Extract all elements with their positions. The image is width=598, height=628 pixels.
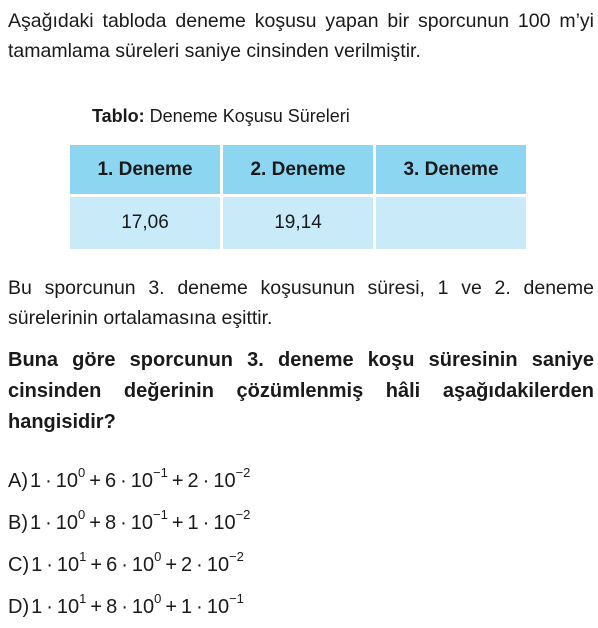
term-base: 10	[130, 512, 154, 534]
dot-operator: ·	[121, 596, 128, 618]
trial-times-table	[67, 145, 529, 249]
term-base: 10	[206, 554, 230, 576]
term-exponent: −1	[153, 465, 168, 481]
term-coefficient: 1	[31, 596, 43, 618]
dot-operator: ·	[202, 512, 210, 534]
problem-statement: Bu sporcunun 3. deneme koşusunun süresi, 1 ve 2. deneme sürelerinin ortalamasına eşittir.	[8, 277, 594, 329]
term-base: 10	[130, 470, 154, 492]
table-header-row	[70, 145, 526, 197]
option-letter: B)	[8, 512, 28, 534]
option-letter: D)	[8, 596, 30, 618]
table-header-cell: 2. Deneme	[223, 145, 373, 197]
dot-operator: ·	[196, 554, 203, 576]
dot-operator: ·	[202, 470, 210, 492]
term-exponent: 0	[78, 465, 86, 481]
term-exponent: 1	[79, 591, 87, 607]
term-exponent: 0	[78, 507, 86, 523]
option-letter: A)	[8, 470, 28, 492]
plus-sign: +	[171, 470, 184, 492]
term-coefficient: 1	[30, 470, 42, 492]
dot-operator: ·	[121, 554, 128, 576]
term-exponent: −2	[229, 549, 244, 565]
dot-operator: ·	[120, 470, 127, 492]
option-letter: C)	[8, 554, 30, 576]
intro-text: Aşağıdaki tabloda deneme koşusu yapan bir sporcunun 100 m’yi tamamlama süreleri saniye cinsinden verilmiştir.	[8, 10, 594, 62]
table-row	[70, 197, 526, 249]
term-base: 10	[213, 470, 236, 492]
question-text: Buna göre sporcunun 3. deneme koşu süresinin saniye cinsinden değerinin çözümlenmiş hâli aşağıdakilerden hangisidir?	[8, 349, 594, 433]
option-c[interactable]	[8, 544, 250, 586]
plus-sign: +	[90, 554, 103, 576]
plus-sign: +	[90, 596, 103, 618]
term-exponent: 1	[79, 549, 87, 565]
term-base: 10	[56, 596, 80, 618]
table-cell: 17,06	[70, 197, 220, 249]
term-base: 10	[131, 554, 155, 576]
term-exponent: −1	[153, 507, 168, 523]
term-base: 10	[56, 554, 80, 576]
term-coefficient: 8	[104, 512, 117, 534]
term-coefficient: 6	[104, 470, 117, 492]
table-caption-label: Tablo:	[92, 106, 145, 126]
plus-sign: +	[165, 554, 178, 576]
term-exponent: −2	[235, 465, 251, 481]
term-base: 10	[206, 596, 230, 618]
term-base: 10	[131, 596, 155, 618]
term-coefficient: 2	[187, 470, 199, 492]
term-exponent: −2	[235, 507, 251, 523]
term-coefficient: 1	[187, 512, 199, 534]
answer-options	[8, 460, 250, 628]
term-base: 10	[213, 512, 236, 534]
dot-operator: ·	[46, 554, 53, 576]
term-coefficient: 6	[106, 554, 118, 576]
term-base: 10	[55, 470, 79, 492]
dot-operator: ·	[46, 596, 53, 618]
table-cell	[376, 197, 526, 249]
table-cell: 19,14	[223, 197, 373, 249]
term-coefficient: 1	[181, 596, 193, 618]
dot-operator: ·	[120, 512, 127, 534]
term-coefficient: 8	[106, 596, 118, 618]
term-exponent: −1	[229, 591, 244, 607]
term-coefficient: 2	[181, 554, 193, 576]
table-caption	[92, 104, 350, 128]
option-b[interactable]	[8, 502, 250, 544]
plus-sign: +	[171, 512, 184, 534]
plus-sign: +	[165, 596, 178, 618]
dot-operator: ·	[196, 596, 203, 618]
table-caption-title: Deneme Koşusu Süreleri	[144, 106, 350, 126]
term-exponent: 0	[154, 549, 162, 565]
dot-operator: ·	[45, 512, 52, 534]
dot-operator: ·	[45, 470, 52, 492]
term-exponent: 0	[154, 591, 162, 607]
term-base: 10	[55, 512, 79, 534]
plus-sign: +	[89, 470, 101, 492]
table-header-cell: 1. Deneme	[70, 145, 220, 197]
term-coefficient: 1	[31, 554, 43, 576]
option-d[interactable]	[8, 586, 250, 628]
table-header-cell: 3. Deneme	[376, 145, 526, 197]
option-a[interactable]	[8, 460, 250, 502]
plus-sign: +	[89, 512, 101, 534]
term-coefficient: 1	[30, 512, 42, 534]
